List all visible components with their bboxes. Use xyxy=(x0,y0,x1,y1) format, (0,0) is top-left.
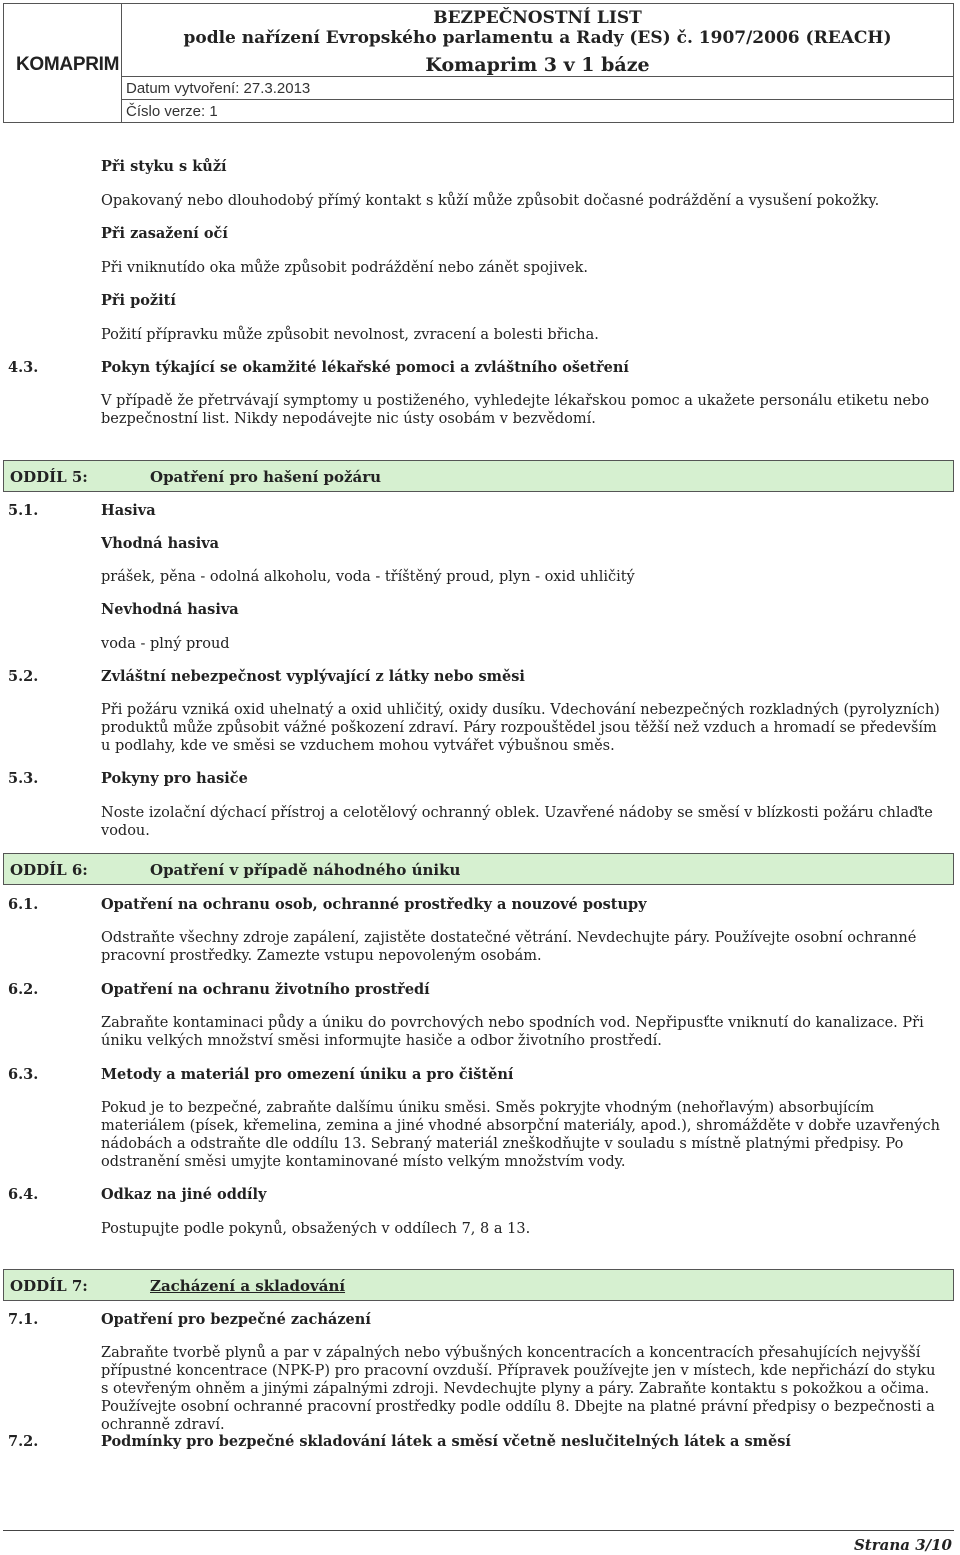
unsuitable-media-heading: Nevhodná hasiva xyxy=(101,601,239,618)
subsection-number: 5.1. xyxy=(8,502,39,519)
creation-date: Datum vytvoření: 27.3.2013 xyxy=(126,80,311,97)
page-number: Strana 3/10 xyxy=(853,1536,952,1554)
suitable-media-text: prášek, pěna - odolná alkoholu, voda - tříštěný proud, plyn - oxid uhličitý xyxy=(101,569,635,585)
eye-contact-heading: Při zasažení očí xyxy=(101,225,228,242)
suitable-media-heading: Vhodná hasiva xyxy=(101,535,220,552)
subsection-heading: Odkaz na jiné oddíly xyxy=(101,1186,267,1203)
subsection-heading: Zvláštní nebezpečnost vyplývající z látky nebo směsi xyxy=(101,668,525,685)
subsection-heading: Podmínky pro bezpečné skladování látek a směsí včetně neslučitelných látek a směsí xyxy=(101,1433,791,1450)
subsection-number: 4.3. xyxy=(8,359,39,376)
company-logo: KOMAPRIM xyxy=(16,54,120,75)
subsection-number: 7.2. xyxy=(8,1433,39,1450)
subsection-heading: Opatření na ochranu osob, ochranné prostředky a nouzové postupy xyxy=(101,896,647,913)
section-7-header xyxy=(3,1269,954,1301)
section-5-header xyxy=(3,460,954,492)
subsection-number: 6.3. xyxy=(8,1066,39,1083)
section-title: Opatření pro hašení požáru xyxy=(150,468,382,486)
footer-divider xyxy=(3,1530,954,1531)
subsection-text: Zabraňte kontaminaci půdy a úniku do povrchových nebo spodních vod. Nepřipusťte vniknutí do kanalizace. Při úniku velkých množství směsi informujte hasiče a odbor životního prostředí. xyxy=(101,1015,924,1049)
subsection-number: 7.1. xyxy=(8,1311,39,1328)
regulation-reference: podle nařízení Evropského parlamentu a Rady (ES) č. 1907/2006 (REACH) xyxy=(183,28,892,48)
eye-contact-text: Při vniknutído oka může způsobit podráždění nebo zánět spojivek. xyxy=(101,260,589,276)
unsuitable-media-text: voda - plný proud xyxy=(101,636,230,652)
logo-cell xyxy=(4,4,122,122)
subsection-heading: Hasiva xyxy=(101,502,156,519)
subsection-text: Pokud je to bezpečné, zabraňte dalšímu úniku směsi. Směs pokryjte vhodným (nehořlavým) absorbujícím materiálem (písek, křemelina, zemina a jiné vhodné absorpční materiály, apod.), shromážděte v dobře uzavřených nádobách a odstraňte dle oddílu 13. Sebraný materiál zneškodňujte v souladu s místně platnými předpisy. Po odstranění směsi umyjte kontaminované místo velkým množstvím vody. xyxy=(101,1100,940,1170)
section-title: Opatření v případě náhodného úniku xyxy=(150,861,461,879)
subsection-text: Odstraňte všechny zdroje zapálení, zajistěte dostatečné větrání. Nevdechujte páry. Používejte osobní ochranné pracovní prostředky. Zamezte vstupu nepovoleným osobám. xyxy=(101,930,917,964)
section-title: Zacházení a skladování xyxy=(150,1277,346,1295)
subsection-text: Noste izolační dýchací přístroj a celotělový ochranný oblek. Uzavřené nádoby se směsí v blízkosti požáru chlaďte vodou. xyxy=(101,805,933,839)
version-number: Číslo verze: 1 xyxy=(126,103,218,120)
subsection-number: 5.2. xyxy=(8,668,39,685)
subsection-heading: Pokyn týkající se okamžité lékařské pomoci a zvláštního ošetření xyxy=(101,359,629,376)
date-row xyxy=(122,76,953,100)
section-code: ODDÍL 5: xyxy=(10,468,88,486)
document-type: BEZPEČNOSTNÍ LIST xyxy=(433,8,642,28)
subsection-text: V případě že přetrvávají symptomy u postiženého, vyhledejte lékařskou pomoc a ukažete personálu etiketu nebo bezpečnostní list. Nikdy nepodávejte nic ústy osobám v bezvědomí. xyxy=(101,393,930,427)
subsection-heading: Opatření na ochranu životního prostředí xyxy=(101,981,430,998)
subsection-heading: Metody a materiál pro omezení úniku a pro čištění xyxy=(101,1066,514,1083)
subsection-heading: Pokyny pro hasiče xyxy=(101,770,248,787)
ingestion-text: Požití přípravku může způsobit nevolnost, zvracení a bolesti břicha. xyxy=(101,327,599,343)
section-6-header xyxy=(3,853,954,885)
subsection-text: Postupujte podle pokynů, obsažených v oddílech 7, 8 a 13. xyxy=(101,1221,531,1237)
subsection-number: 6.1. xyxy=(8,896,39,913)
subsection-text: Zabraňte tvorbě plynů a par v zápalných nebo výbušných koncentracích a koncentracích přesahujících nejvyšší přípustné koncentrace (NPK-P) pro pracovní ovzduší. Přípravek používejte jen v místech, kde nepřichází do styku s otevřeným ohněm a jinými zápalnými zdroji. Nevdechujte plyny a páry. Zabraňte kontaktu s pokožkou a očima. Používejte osobní ochranné pracovní prostředky podle oddílu 8. Dbejte na platné právní předpisy o bezpečnosti a ochranně zdraví. xyxy=(101,1345,936,1433)
title-block xyxy=(122,4,953,122)
section-code: ODDÍL 7: xyxy=(10,1277,88,1295)
subsection-number: 5.3. xyxy=(8,770,39,787)
document-header xyxy=(3,3,954,123)
subsection-heading: Opatření pro bezpečné zacházení xyxy=(101,1311,371,1328)
subsection-text: Při požáru vzniká oxid uhelnatý a oxid uhličitý, oxidy dusíku. Vdechování nebezpečných rozkladných (pyrolyzních) produktů může způsobit vážné poškození zdraví. Páry rozpouštědel jsou těžší než vzduch a hromadí se především u podlahy, kde ve směsi se vzduchem mohou vytvářet výbušnou směs. xyxy=(101,702,940,754)
ingestion-heading: Při požití xyxy=(101,292,176,309)
subsection-number: 6.2. xyxy=(8,981,39,998)
skin-contact-text: Opakovaný nebo dlouhodobý přímý kontakt s kůží může způsobit dočasné podráždění a vysušení pokožky. xyxy=(101,193,880,209)
section-code: ODDÍL 6: xyxy=(10,861,88,879)
skin-contact-heading: Při styku s kůží xyxy=(101,158,227,175)
product-name: Komaprim 3 v 1 báze xyxy=(425,54,650,76)
subsection-number: 6.4. xyxy=(8,1186,39,1203)
